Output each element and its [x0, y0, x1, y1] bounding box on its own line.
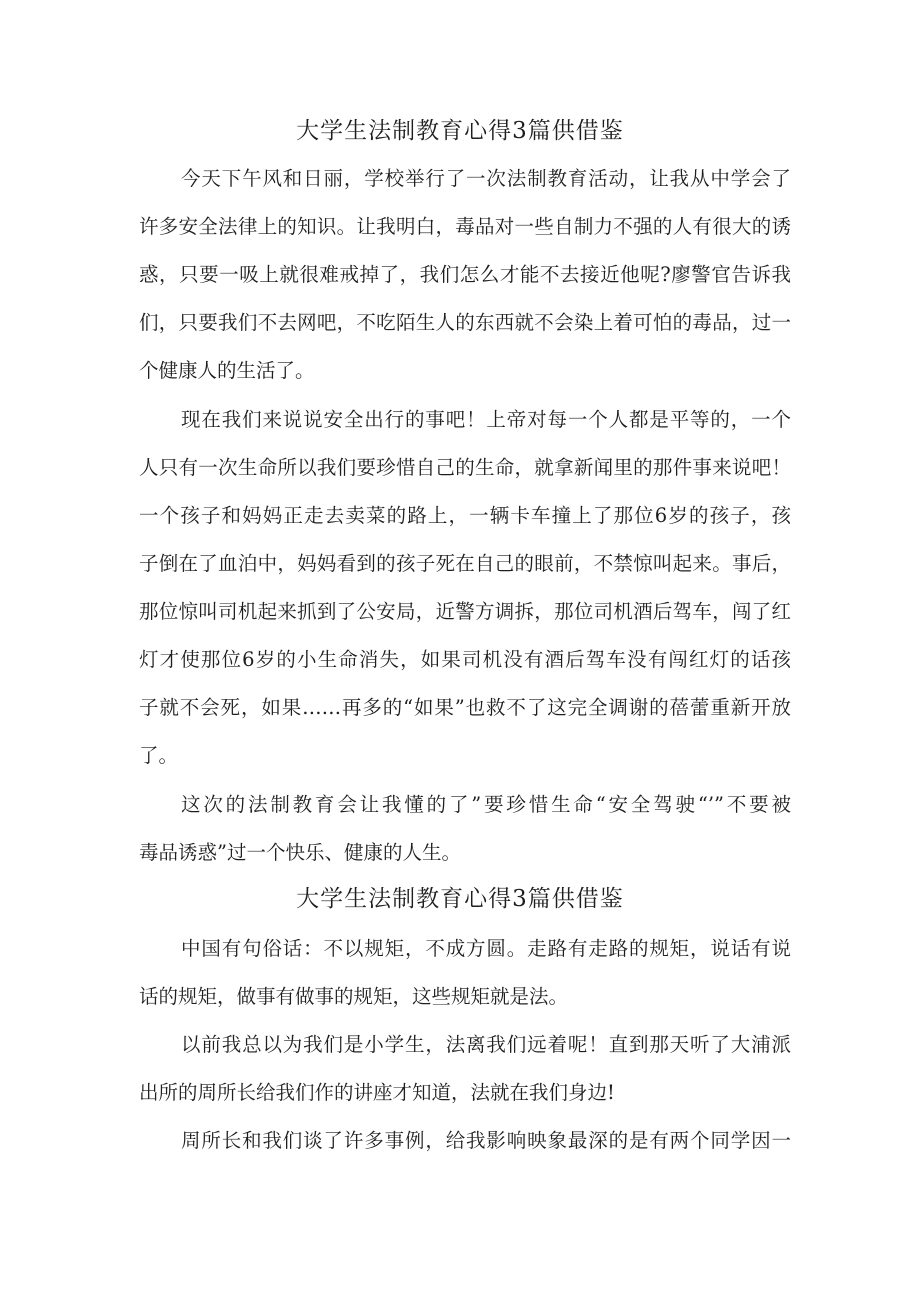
- paragraph-line: 这次的法制教育会让我懂的了”要珍惜生命“安全驾驶“’”不要被: [181, 793, 791, 816]
- paragraph-line: 话的规矩，做事有做事的规矩，这些规矩就是法。: [139, 985, 569, 1008]
- section-1-title: 大学生法制教育心得3篇供借鉴: [296, 118, 624, 144]
- paragraph-line: 今天下午风和日丽，学校举行了一次法制教育活动，让我从中学会了: [181, 167, 791, 190]
- paragraph-line: 了。: [139, 744, 179, 767]
- paragraph-line: 们，只要我们不去网吧，不吃陌生人的东西就不会染上着可怕的毒品，过一: [139, 311, 791, 334]
- paragraph-line: 子倒在了血泊中，妈妈看到的孩子死在自己的眼前，不禁惊叫起来。事后，: [139, 552, 791, 575]
- paragraph-line: 以前我总以为我们是小学生，法离我们远着呢！直到那天听了大浦派: [181, 1033, 791, 1056]
- paragraph-line: 出所的周所长给我们作的讲座才知道，法就在我们身边!: [139, 1081, 615, 1104]
- paragraph-line: 中国有句俗话：不以规矩，不成方圆。走路有走路的规矩，说话有说: [181, 937, 791, 960]
- paragraph-line: 周所长和我们谈了许多事例，给我影响映象最深的是有两个同学因一: [181, 1129, 791, 1152]
- paragraph-line: 惑，只要一吸上就很难戒掉了，我们怎么才能不去接近他呢?廖警官告诉我: [139, 263, 791, 286]
- paragraph-line: 许多安全法律上的知识。让我明白，毒品对一些自制力不强的人有很大的诱: [139, 215, 791, 238]
- paragraph-line: 个健康人的生活了。: [139, 359, 315, 382]
- section-2-title: 大学生法制教育心得3篇供借鉴: [296, 886, 624, 912]
- paragraph-line: 那位惊叫司机起来抓到了公安局，近警方调拆，那位司机酒后驾车，闯了红: [139, 600, 791, 623]
- paragraph-line: 现在我们来说说安全出行的事吧！上帝对每一个人都是平等的，一个: [181, 408, 791, 431]
- paragraph-line: 毒品诱惑”过一个快乐、健康的人生。: [139, 841, 461, 864]
- paragraph-line: 子就不会死，如果……再多的“如果”也救不了这完全调谢的蓓蕾重新开放: [139, 696, 791, 719]
- paragraph-line: 人只有一次生命所以我们要珍惜自己的生命，就拿新闻里的那件事来说吧！: [139, 456, 791, 479]
- paragraph-line: 灯才使那位6岁的小生命消失，如果司机没有酒后驾车没有闯红灯的话孩: [139, 648, 791, 671]
- paragraph-line: 一个孩子和妈妈正走去卖菜的路上，一辆卡车撞上了那位6岁的孩子，孩: [139, 504, 791, 527]
